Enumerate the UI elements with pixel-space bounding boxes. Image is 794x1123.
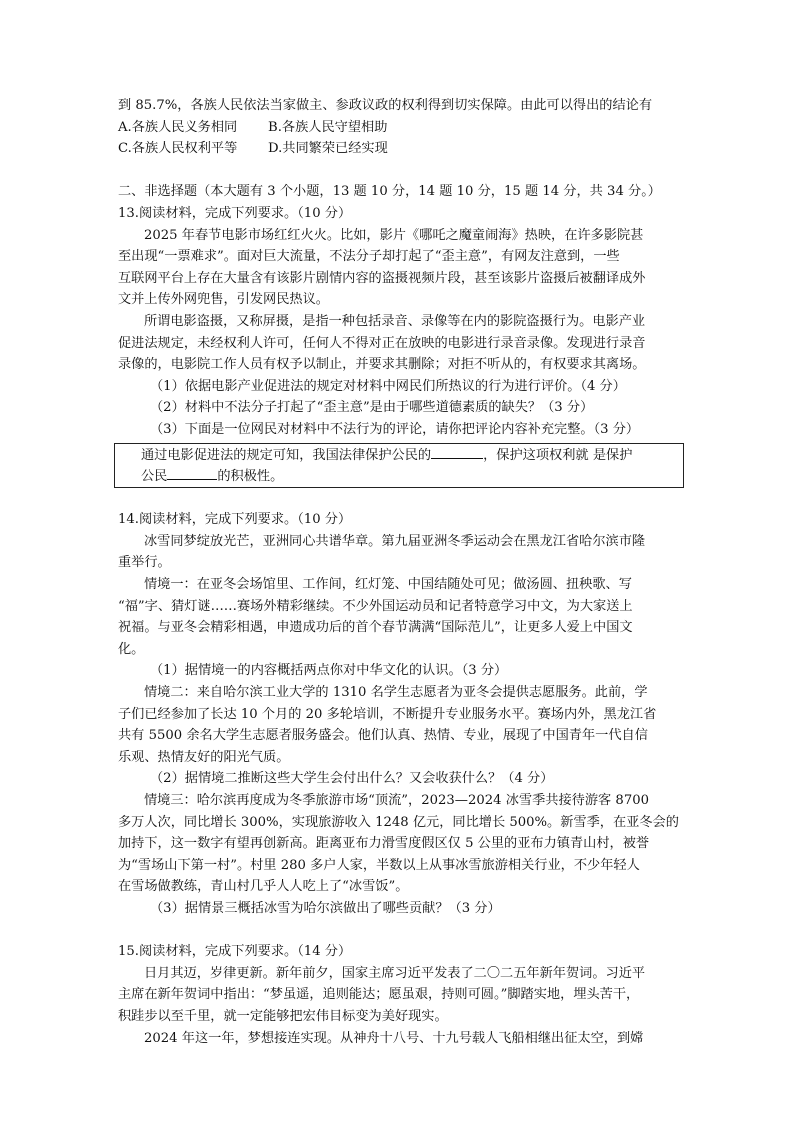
q14-requirement-1: （1）据情境一的内容概括两点你对中华文化的认识。（3 分） [150,663,508,679]
q14-scenario1-line: “福”字、猜灯谜……赛场外精彩继续。不少外国运动员和记者特意学习中文，为大家送上 [118,598,633,614]
spacer [118,920,680,942]
q13-para2-line: 促进法规定，未经权利人许可，任何人不得对正在放映的电影进行录音录像。发现进行录音 [118,335,646,351]
q14-scenario3-line: 加持下，这一数字有望再创新高。距离亚布力滑雪度假区仅 5 公里的亚布力镇青山村，被誉 [118,836,650,852]
q14-scenario1-line: 化。 [118,641,145,657]
q12-option-d: D.共同繁荣已经实现 [268,141,388,157]
spacer [118,160,680,182]
q13-para1-line: 文并上传外网兜售，引发网民热议。 [118,292,329,308]
q14-scenario3-line: 多万人次，同比增长 300%，实现旅游收入 1248 亿元，同比增长 500%。新雪季，在亚冬会的 [118,814,679,830]
q14-scenario2-line: 乐观、热情友好的阳光气质。 [118,749,290,765]
section-heading: 二、非选择题（本大题有 3 个小题，13 题 10 分，14 题 10 分，15 题 14 分，共 34 分。） [118,184,661,200]
q14-scenario1-line: 祝福。与亚冬会精彩相遇，申遗成功后的首个春节满满“国际范儿”，让更多人爱上中国文 [118,620,633,636]
q13-comment-text: 的积极性。 [217,469,284,485]
q13-para2-line: 所谓电影盗摄，又称屏摄，是指一种包括录音、录像等在内的影院盗摄行为。电影产业 [144,313,646,329]
q13-comment-text: ，保护这项权利就 是保护 [483,447,633,463]
q14-scenario2-line: 情境二：来自哈尔滨工业大学的 1310 名学生志愿者为亚冬会提供志愿服务。此前，学 [144,685,648,701]
q14-title: 14.阅读材料，完成下列要求。（10 分） [118,512,352,528]
q13-para1-line: 至出现“一票难求”。面对巨大流量，不法分子却打起了“歪主意”，有网友注意到，一些 [118,249,620,265]
q12-options-row-1 [118,117,680,139]
q14-scenario2-line: 共有 5500 余名大学生志愿者服务盛会。他们认真、热情、专业，展现了中国青年一代自信 [118,728,648,744]
q13-requirement-2: （2）材料中不法分子打起了“歪主意”是由于哪些道德素质的缺失？（3 分） [150,400,594,416]
q14-scenario3-line: 为“雪场山下第一村”。村里 280 多户人家，半数以上从事冰雪旅游相关行业，不少年轻人 [118,857,640,873]
q14-scenario2-line: 子们已经参加了长达 10 个月的 20 多轮培训，不断提升专业服务水平。赛场内外，黑龙江省 [118,706,657,722]
exam-page [118,95,680,1049]
q15-para1-line: 积跬步以至千里，就一定能够把宏伟目标变为美好现实。 [118,1008,448,1024]
q12-option-c: C.各族人民权利平等 [118,141,238,157]
q14-scenario3-line: 在雪场做教练，青山村几乎人人吃上了“冰雪饭”。 [118,879,409,895]
q13-comment-line-2 [141,465,677,487]
q13-para1-line: 2025 年春节电影市场红红火火。比如，影片《哪吒之魔童闹海》热映，在许多影院甚 [144,227,644,243]
answer-blank[interactable] [431,444,483,459]
q15-para2-line: 2024 年这一年，梦想接连实现。从神舟十八号、十九号载人飞船相继出征太空，到嫦 [144,1030,644,1046]
q13-comment-box [114,443,684,488]
q13-requirement-1: （1）依据电影产业促进法的规定对材料中网民们所热议的行为进行评价。（4 分） [150,378,626,394]
q15-para1-line: 主席在新年贺词中指出：“梦虽遥，追则能达；愿虽艰，持则可圆。”脚踏实地，埋头苦干， [118,987,640,1003]
q13-comment-text: 通过电影促进法的规定可知，我国法律保护公民的 [141,447,432,463]
q13-requirement-3: （3）下面是一位网民对材料中不法行为的评论，请你把评论内容补充完整。（3 分） [150,421,640,437]
q12-options-row-2 [118,138,680,160]
q13-para2-line: 录像的，电影院工作人员有权予以制止，并要求其删除；对拒不听从的，有权要求其离场。 [118,357,646,373]
q14-requirement-3: （3）据情景三概括冰雪为哈尔滨做出了哪些贡献？（3 分） [150,900,501,916]
q12-stem-tail: 到 85.7%，各族人民依法当家做主、参政议政的权利得到切实保障。由此可以得出的结论有 [118,98,653,113]
q13-comment-line-1 [141,444,677,466]
q14-scenario3-line: 情境三：哈尔滨再度成为冬季旅游市场“顶流”，2023—2024 冰雪季共接待游客 8700 [144,793,649,808]
q13-para1-line: 互联网平台上存在大量含有该影片剧情内容的盗摄视频片段，甚至该影片盗摄后被翻译成外 [118,270,646,286]
q15-title: 15.阅读材料，完成下列要求。（14 分） [118,944,352,960]
answer-blank[interactable] [167,465,217,480]
q14-scenario1-line: 情境一：在亚冬会场馆里、工作间，红灯笼、中国结随处可见；做汤圆、扭秧歌、写 [144,577,632,593]
q15-para1-line: 日月其迈，岁律更新。新年前夕，国家主席习近平发表了二〇二五年新年贺词。习近平 [144,965,646,981]
q12-option-a: A.各族人民义务相同 [118,119,238,135]
q12-option-b: B.各族人民守望相助 [268,119,388,135]
q13-comment-text: 公民 [141,469,168,485]
q13-title: 13.阅读材料，完成下列要求。（10 分） [118,205,352,221]
q14-intro-line: 冰雪同梦绽放光芒，亚洲同心共谱华章。第九届亚洲冬季运动会在黑龙江省哈尔滨市隆 [144,533,646,549]
q14-requirement-2: （2）据情境二推断这些大学生会付出什么？又会收获什么？（4 分） [150,771,554,787]
spacer [118,488,680,510]
q14-intro-line: 重举行。 [118,555,171,571]
